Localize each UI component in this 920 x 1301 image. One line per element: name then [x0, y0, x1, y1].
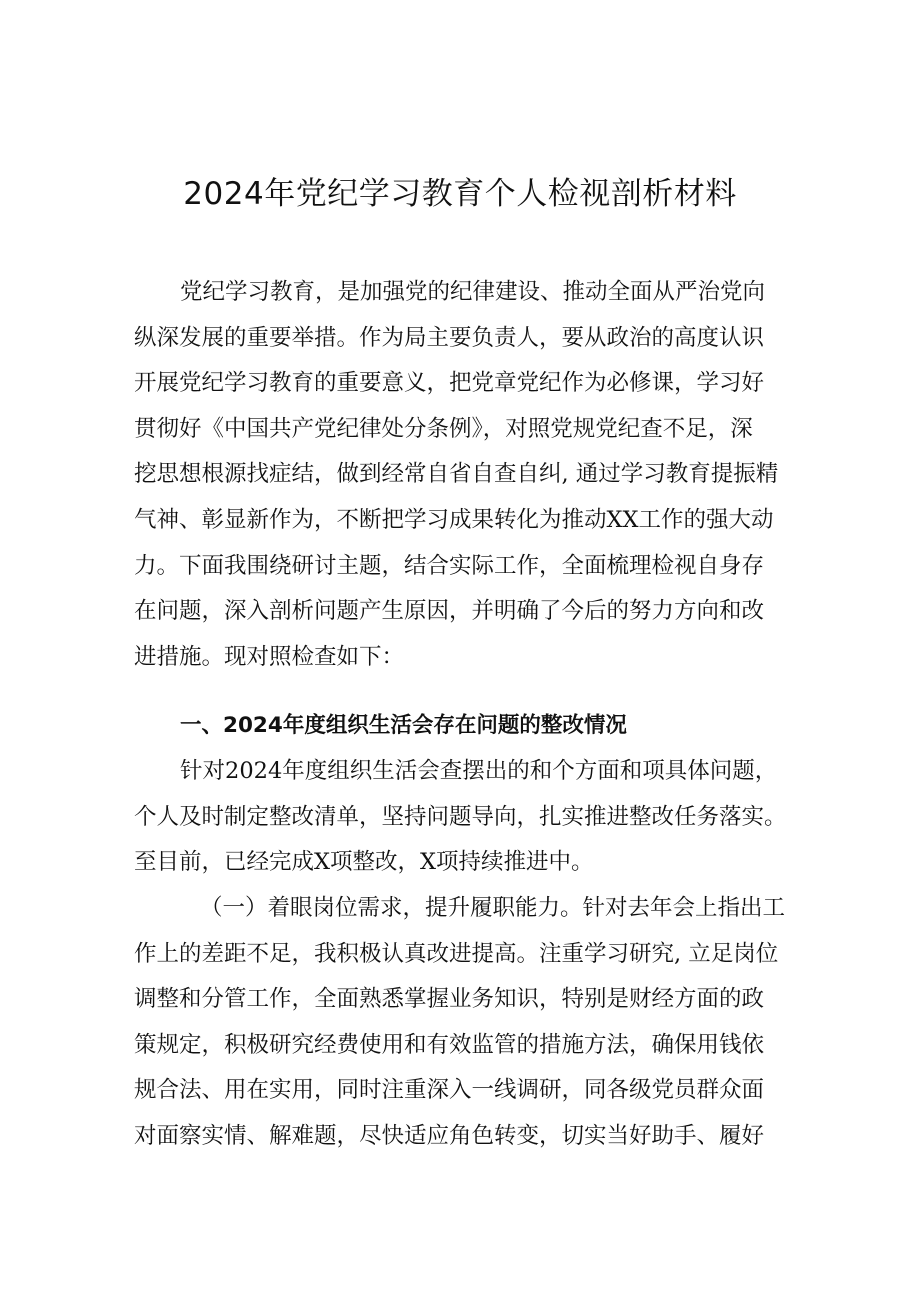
paragraph-line: （一）着眼岗位需求，提升履职能力。针对去年会上指出工 [200, 895, 786, 921]
paragraph-line: 进措施。现对照检查如下： [134, 643, 405, 670]
paragraph-rectification [134, 749, 790, 886]
section-heading-block [134, 703, 790, 749]
paragraph-line: 调整和分管工作，全面熟悉掌握业务知识，特别是财经方面的政 [134, 986, 765, 1013]
paragraph-line: 党纪学习教育，是加强党的纪律建设、推动全面从严治党向 [180, 279, 766, 305]
paragraph-line: 作上的差距不足，我积极认真改进提高。注重学习研究, 立足岗位 [134, 940, 779, 967]
paragraph-line: 开展党纪学习教育的重要意义，把党章党纪作为必修课，学习好 [134, 370, 765, 397]
paragraph-line: 至目前，已经完成X项整改，X项持续推进中。 [134, 849, 594, 876]
paragraph-line: 纵深发展的重要举措。作为局主要负责人，要从政治的高度认识 [134, 324, 765, 351]
paragraph-line: 力。下面我围绕研讨主题，结合实际工作，全面梳理检视自身存 [134, 552, 765, 579]
paragraph-line: 挖思想根源找症结，做到经常自省自查自纠, 通过学习教育提振精 [134, 461, 779, 488]
paragraph-line: 个人及时制定整改清单，坚持问题导向，扎实推进整改任务落实。 [134, 803, 787, 830]
paragraph-subsection-one [134, 886, 790, 1160]
paragraph-intro [134, 270, 790, 680]
paragraph-line: 策规定，积极研究经费使用和有效监管的措施方法，确保用钱依 [134, 1031, 765, 1058]
paragraph-line: 针对2024年度组织生活会查摆出的和个方面和项具体问题， [180, 758, 778, 784]
paragraph-line: 在问题，深入剖析问题产生原因，并明确了今后的努力方向和改 [134, 598, 765, 625]
paragraph-line: 贯彻好《中国共产党纪律处分条例》，对照党规党纪查不足，深 [134, 415, 753, 442]
paragraph-line: 规合法、用在实用，同时注重深入一线调研，同各级党员群众面 [134, 1077, 765, 1104]
paragraph-line: 对面察实情、解难题，尽快适应角色转变，切实当好助手、履好 [134, 1122, 765, 1149]
section-heading: 一、2024年度组织生活会存在问题的整改情况 [180, 713, 627, 738]
paragraph-line: 气神、彰显新作为，不断把学习成果转化为推动XX工作的强大动 [134, 506, 774, 533]
document-title: 2024年党纪学习教育个人检视剖析材料 [183, 176, 737, 212]
